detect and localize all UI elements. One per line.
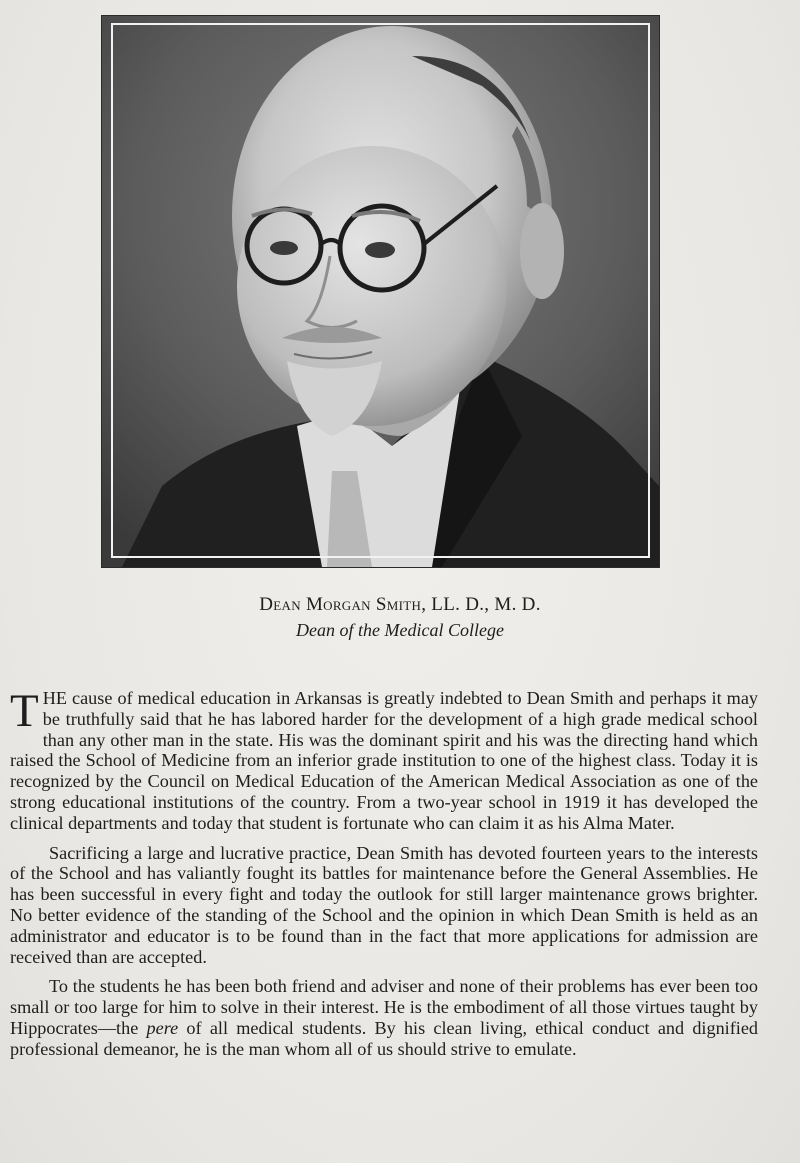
caption-title: Dean of the Medical College bbox=[296, 620, 504, 640]
paragraph-2: Sacrificing a large and lucrative practice, Dean Smith has devoted fourteen years to the interests of the School and has valiantly fought its battles for maintenance before the General Assemblies. He has been successful in every fight and today the outlook for still larger maintenance grows brighter. No better evidence of the standing of the School and the opinion in which Dean Smith is held as an administrator and educator is to be found than in the fact that more applications for admission are received than are accepted. bbox=[10, 842, 758, 967]
drop-cap: T bbox=[10, 685, 39, 737]
portrait-photo-icon bbox=[102, 16, 659, 567]
paragraph-1 bbox=[10, 685, 758, 834]
portrait-photo bbox=[102, 16, 659, 567]
caption-name: Dean Morgan Smith, LL. D., M. D. bbox=[259, 594, 541, 615]
paragraph-1-text: HE cause of medical education in Arkansas is greatly indebted to Dean Smith and perhaps it may be truthfully said that he has labored harder for the development of a high grade medical school than any other man in the state. His was the dominant spirit and his was the directing hand which raised the School of Medicine from an inferior grade institution to one of the highest class. Today it is recognized by the Council on Medical Education of the American Medical Association as one of the strong educational institutions of the country. From a two-year school in 1919 it has developed the clinical departments and today that student is fortunate who can claim it as his Alma Mater. bbox=[10, 688, 758, 833]
paragraph-3-text-b: of all medical students. By his clean living, ethical conduct and dignified professional demeanor, he is the man whom all of us should strive to emulate. bbox=[10, 1017, 758, 1059]
paragraph-3-italic: pere bbox=[146, 1017, 179, 1038]
article-body bbox=[10, 685, 758, 1060]
paragraph-3 bbox=[10, 976, 758, 1059]
paragraph-3-text-a: To the students he has been both friend and adviser and none of their problems has ever been too small or too large for him to solve in their interest. He is the embodiment of all those virtues taught by Hippocrates—the bbox=[10, 976, 758, 1038]
